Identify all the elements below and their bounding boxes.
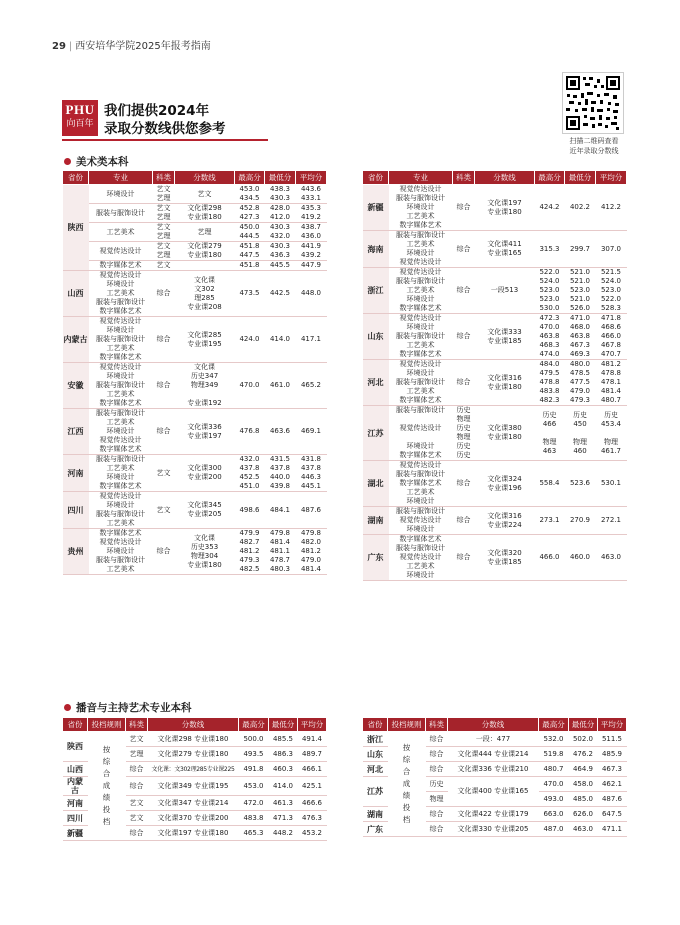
- avg-score-cell: 453.2: [298, 826, 327, 841]
- category-cell: 综合: [453, 185, 475, 231]
- province-cell: 浙江: [363, 268, 389, 314]
- max-score-cell: 465.3: [239, 826, 269, 841]
- max-score-cell: 532.0: [539, 732, 569, 747]
- category-cell: 综合: [453, 535, 475, 581]
- table-row: [363, 461, 627, 507]
- min-score-cell: 414.0: [265, 317, 296, 363]
- max-score-cell: 491.8: [239, 762, 269, 777]
- column-header: 专业: [89, 171, 153, 185]
- table-header-row: [63, 718, 327, 732]
- table-header-row: [363, 718, 627, 732]
- admission-rule-cell: 按 综 合 成 绩 投 档: [88, 732, 126, 841]
- table-row: [63, 732, 327, 747]
- province-cell: 湖南: [363, 807, 388, 822]
- table-row: [63, 529, 327, 575]
- min-score-cell: 299.7: [565, 231, 596, 268]
- max-score-cell: 432.0 437.8 452.5 451.0: [235, 455, 265, 492]
- score-line-cell: 文化课380 专业课180: [475, 406, 535, 461]
- score-line-cell: 文化课300 专业课200: [175, 455, 235, 492]
- category-cell: 综合: [426, 762, 448, 777]
- min-score-cell: 461.0: [265, 363, 296, 409]
- major-cell: 视觉传达设计 环境设计 服装与服饰设计 工艺美术 数字媒体艺术: [389, 360, 453, 406]
- score-line-cell: 文化课444 专业课214: [448, 747, 539, 762]
- score-line-cell: 文化课347 专业课214: [148, 796, 239, 811]
- max-score-cell: 315.3: [535, 231, 565, 268]
- broadcast-table-right: [362, 717, 627, 837]
- major-cell: 服装与服饰设计 工艺美术 环境设计 视觉传达设计 数字媒体艺术: [89, 409, 153, 455]
- table-row: [363, 360, 627, 406]
- table-row: [363, 231, 627, 268]
- min-score-cell: 521.0 521.0 523.0 521.0 526.0: [565, 268, 596, 314]
- avg-score-cell: 441.9 439.2: [296, 242, 327, 261]
- major-cell: 视觉传达设计 服装与服饰设计 数字媒体艺术 工艺美术 环境设计: [389, 461, 453, 507]
- min-score-cell: 460.3: [269, 762, 298, 777]
- score-line-cell: 文化课 历史347 物理349 专业课192: [175, 363, 235, 409]
- min-score-cell: 414.0: [269, 777, 298, 796]
- min-score-cell: 485.5: [269, 732, 298, 747]
- max-score-cell: 493.5: [239, 747, 269, 762]
- table-row: [63, 242, 327, 261]
- score-line-cell: 文化课316 专业课224: [475, 507, 535, 535]
- section-bullet-icon: [64, 704, 71, 711]
- category-cell: 艺文: [126, 732, 148, 747]
- max-score-cell: 424.2: [535, 185, 565, 231]
- province-cell: 广东: [363, 535, 389, 581]
- province-cell: 河南: [63, 455, 89, 492]
- column-header: 平均分: [298, 718, 327, 732]
- table-row: [363, 732, 627, 747]
- category-cell: 综合: [153, 409, 175, 455]
- major-cell: 环境设计: [89, 185, 153, 204]
- province-cell: 内蒙古: [63, 777, 88, 796]
- category-cell: 综合: [126, 826, 148, 841]
- table-row: [63, 363, 327, 409]
- column-header: 平均分: [596, 171, 627, 185]
- category-cell: 艺文: [153, 492, 175, 529]
- admission-rule-cell: 按 综 合 成 绩 投 档: [388, 732, 426, 837]
- table-row: [63, 261, 327, 271]
- min-score-cell: 480.0 478.5 477.5 479.0 479.3: [565, 360, 596, 406]
- avg-score-cell: 530.1: [596, 461, 627, 507]
- max-score-cell: 273.1: [535, 507, 565, 535]
- category-cell: 综合: [153, 363, 175, 409]
- province-cell: 山东: [363, 747, 388, 762]
- province-cell: 四川: [63, 492, 89, 529]
- province-cell: 江苏: [363, 777, 388, 807]
- min-score-cell: 428.0 412.0: [265, 204, 296, 223]
- major-cell: 服装与服饰设计 视觉传达设计 环境设计 数字媒体艺术: [389, 406, 453, 461]
- max-score-cell: 476.8: [235, 409, 265, 455]
- avg-score-cell: 历史 453.4 物理 461.7: [596, 406, 627, 461]
- phu-logo: PHU 向百年: [62, 100, 98, 136]
- table-row: [63, 271, 327, 317]
- art-table-left: [62, 170, 327, 575]
- max-score-cell: 500.0: [239, 732, 269, 747]
- column-header: 省份: [63, 171, 89, 185]
- score-line-cell: 文化课320 专业课185: [475, 535, 535, 581]
- category-cell: 艺文: [153, 261, 175, 271]
- avg-score-cell: 307.0: [596, 231, 627, 268]
- table-row: [363, 406, 627, 461]
- min-score-cell: 461.3: [269, 796, 298, 811]
- min-score-cell: 485.0: [569, 792, 598, 807]
- table-row: [63, 317, 327, 363]
- category-cell: 综合: [153, 317, 175, 363]
- page-title: 我们提供2024年 录取分数线供您参考: [104, 103, 226, 137]
- province-cell: 陕西: [63, 185, 89, 271]
- avg-score-cell: 466.6: [298, 796, 327, 811]
- province-cell: 新疆: [363, 185, 389, 231]
- table-row: [63, 455, 327, 492]
- table-row: [363, 314, 627, 360]
- column-header: 最高分: [539, 718, 569, 732]
- max-score-cell: 493.0: [539, 792, 569, 807]
- avg-score-cell: 485.9: [598, 747, 627, 762]
- min-score-cell: 458.0: [569, 777, 598, 792]
- category-cell: 综合: [153, 529, 175, 575]
- score-line-cell: 文化课324 专业课196: [475, 461, 535, 507]
- min-score-cell: 484.1: [265, 492, 296, 529]
- min-score-cell: 479.8 481.4 481.1 478.7 480.3: [265, 529, 296, 575]
- avg-score-cell: 467.3: [598, 762, 627, 777]
- category-cell: 艺文 艺理: [153, 185, 175, 204]
- avg-score-cell: 481.2 478.8 478.1 481.4 480.7: [596, 360, 627, 406]
- avg-score-cell: 425.1: [298, 777, 327, 796]
- max-score-cell: 480.7: [539, 762, 569, 777]
- province-cell: 海南: [363, 231, 389, 268]
- max-score-cell: 522.0 524.0 523.0 523.0 530.0: [535, 268, 565, 314]
- max-score-cell: 453.0 434.5: [235, 185, 265, 204]
- province-cell: 新疆: [63, 826, 88, 841]
- major-cell: 服装与服饰设计 工艺美术 环境设计 视觉传达设计: [389, 231, 453, 268]
- min-score-cell: 431.5 437.8 440.0 439.8: [265, 455, 296, 492]
- table-row: [63, 223, 327, 242]
- column-header: 最低分: [265, 171, 296, 185]
- province-cell: 河南: [63, 796, 88, 811]
- province-cell: 湖北: [363, 461, 389, 507]
- column-header: 投档规则: [88, 718, 126, 732]
- avg-score-cell: 443.6 433.1: [296, 185, 327, 204]
- page-header: 29 | 西安培华学院2025年报考指南: [52, 41, 211, 52]
- avg-score-cell: 487.6: [598, 792, 627, 807]
- page-number: 29: [52, 41, 66, 52]
- score-line-cell: 文化课349 专业课195: [148, 777, 239, 796]
- category-cell: 综合: [153, 271, 175, 317]
- max-score-cell: 498.6: [235, 492, 265, 529]
- score-line-cell: 一段513: [475, 268, 535, 314]
- column-header: 平均分: [598, 718, 627, 732]
- min-score-cell: 430.3 436.3: [265, 242, 296, 261]
- min-score-cell: 442.5: [265, 271, 296, 317]
- score-line-cell: 文化课333 专业课185: [475, 314, 535, 360]
- avg-score-cell: 438.7 436.0: [296, 223, 327, 242]
- province-cell: 陕西: [63, 732, 88, 762]
- max-score-cell: 473.5: [235, 271, 265, 317]
- table-row: [363, 535, 627, 581]
- table-row: [363, 268, 627, 314]
- major-cell: 工艺美术: [89, 223, 153, 242]
- province-cell: 贵州: [63, 529, 89, 575]
- province-cell: 山西: [63, 271, 89, 317]
- max-score-cell: 历史 466 物理 463: [535, 406, 565, 461]
- column-header: 省份: [363, 171, 389, 185]
- min-score-cell: 626.0: [569, 807, 598, 822]
- min-score-cell: 486.3: [269, 747, 298, 762]
- avg-score-cell: 462.1: [598, 777, 627, 792]
- max-score-cell: 452.8 427.3: [235, 204, 265, 223]
- column-header: 省份: [363, 718, 388, 732]
- major-cell: 数字媒体艺术 视觉传达设计 环境设计 服装与服饰设计 工艺美术: [89, 529, 153, 575]
- avg-score-cell: 479.8 482.0 481.2 479.0 481.4: [296, 529, 327, 575]
- score-line-cell: 文化课：文302理285专业课225: [148, 762, 239, 777]
- category-cell: 综合: [426, 747, 448, 762]
- score-line-cell: 文化课279 专业课180: [175, 242, 235, 261]
- avg-score-cell: 417.1: [296, 317, 327, 363]
- art-section-title: 美术类本科: [64, 154, 129, 169]
- major-cell: 服装与服饰设计 视觉传达设计 环境设计: [389, 507, 453, 535]
- max-score-cell: 663.0: [539, 807, 569, 822]
- major-cell: 视觉传达设计 服装与服饰设计 工艺美术 环境设计 数字媒体艺术: [389, 268, 453, 314]
- score-line-cell: 文化课336 专业课210: [448, 762, 539, 777]
- column-header: 科类: [426, 718, 448, 732]
- avg-score-cell: 489.7: [298, 747, 327, 762]
- score-line-cell: 文化课345 专业课205: [175, 492, 235, 529]
- min-score-cell: 463.6: [265, 409, 296, 455]
- avg-score-cell: 487.6: [296, 492, 327, 529]
- major-cell: 数字媒体艺术: [89, 261, 153, 271]
- min-score-cell: 502.0: [569, 732, 598, 747]
- province-cell: 河北: [363, 360, 389, 406]
- title-underline: [62, 139, 268, 141]
- score-line-cell: [175, 261, 235, 271]
- max-score-cell: 472.0: [239, 796, 269, 811]
- max-score-cell: 484.0 479.5 478.8 483.8 482.3: [535, 360, 565, 406]
- column-header: 最低分: [569, 718, 598, 732]
- category-cell: 历史 物理 历史 物理 历史 历史: [453, 406, 475, 461]
- max-score-cell: 479.9 482.7 481.2 479.3 482.5: [235, 529, 265, 575]
- province-cell: 安徽: [63, 363, 89, 409]
- min-score-cell: 402.2: [565, 185, 596, 231]
- province-cell: 江西: [63, 409, 89, 455]
- score-line-cell: 文化课411 专业课165: [475, 231, 535, 268]
- table-row: [63, 409, 327, 455]
- category-cell: 综合: [426, 732, 448, 747]
- major-cell: 视觉传达设计 服装与服饰设计 环境设计 工艺美术 数字媒体艺术: [389, 185, 453, 231]
- category-cell: 综合: [453, 314, 475, 360]
- max-score-cell: 470.0: [235, 363, 265, 409]
- avg-score-cell: 435.3 419.2: [296, 204, 327, 223]
- category-cell: 艺文: [153, 455, 175, 492]
- max-score-cell: 487.0: [539, 822, 569, 837]
- major-cell: 视觉传达设计 环境设计 服装与服饰设计 工艺美术 数字媒体艺术: [389, 314, 453, 360]
- column-header: 最高分: [239, 718, 269, 732]
- column-header: 投档规则: [388, 718, 426, 732]
- art-table-right: [362, 170, 627, 581]
- category-cell: 艺文: [126, 796, 148, 811]
- score-line-cell: 一段：477: [448, 732, 539, 747]
- score-line-cell: 文化课370 专业课200: [148, 811, 239, 826]
- province-cell: 浙江: [363, 732, 388, 747]
- score-line-cell: 文化课400 专业课165: [448, 777, 539, 807]
- province-cell: 内蒙古: [63, 317, 89, 363]
- major-cell: 视觉传达设计 环境设计 工艺美术 服装与服饰设计 数字媒体艺术: [89, 271, 153, 317]
- max-score-cell: 451.8 447.5: [235, 242, 265, 261]
- avg-score-cell: 431.8 437.8 446.3 445.1: [296, 455, 327, 492]
- avg-score-cell: 412.2: [596, 185, 627, 231]
- province-cell: 山西: [63, 762, 88, 777]
- qr-code[interactable]: [562, 72, 624, 134]
- min-score-cell: 460.0: [565, 535, 596, 581]
- min-score-cell: 448.2: [269, 826, 298, 841]
- broadcast-table-left: [62, 717, 327, 841]
- max-score-cell: 483.8: [239, 811, 269, 826]
- avg-score-cell: 447.9: [296, 261, 327, 271]
- category-cell: 艺文 艺理: [153, 204, 175, 223]
- min-score-cell: 476.2: [569, 747, 598, 762]
- min-score-cell: 464.9: [569, 762, 598, 777]
- max-score-cell: 558.4: [535, 461, 565, 507]
- column-header: 科类: [453, 171, 475, 185]
- avg-score-cell: 647.5: [598, 807, 627, 822]
- major-cell: 视觉传达设计 环境设计 服装与服饰设计 工艺美术 数字媒体艺术: [89, 363, 153, 409]
- province-cell: 四川: [63, 811, 88, 826]
- province-cell: 广东: [363, 822, 388, 837]
- column-header: 最低分: [269, 718, 298, 732]
- column-header: 科类: [153, 171, 175, 185]
- table-row: [363, 507, 627, 535]
- score-line-cell: 文化课336 专业课197: [175, 409, 235, 455]
- score-line-cell: 艺理: [175, 223, 235, 242]
- qr-caption: 扫描二维码查看 近年录取分数线: [569, 137, 619, 155]
- score-line-cell: 文化课298 专业课180: [148, 732, 239, 747]
- min-score-cell: 历史 450 物理 460: [565, 406, 596, 461]
- table-header-row: [363, 171, 627, 185]
- avg-score-cell: 463.0: [596, 535, 627, 581]
- category-cell: 物理: [426, 792, 448, 807]
- avg-score-cell: 471.1: [598, 822, 627, 837]
- column-header: 分数线: [475, 171, 535, 185]
- score-line-cell: 文化课330 专业课205: [448, 822, 539, 837]
- doc-title: 西安培华学院2025年报考指南: [75, 41, 211, 52]
- max-score-cell: 450.0 444.5: [235, 223, 265, 242]
- min-score-cell: 430.3 432.0: [265, 223, 296, 242]
- province-cell: 山东: [363, 314, 389, 360]
- table-header-row: [63, 171, 327, 185]
- category-cell: 艺理: [126, 747, 148, 762]
- category-cell: 艺文: [126, 811, 148, 826]
- category-cell: 综合: [453, 360, 475, 406]
- category-cell: 综合: [453, 231, 475, 268]
- table-row: [63, 492, 327, 529]
- score-line-cell: 文化课279 专业课180: [148, 747, 239, 762]
- category-cell: 艺文 艺理: [153, 242, 175, 261]
- column-header: 平均分: [296, 171, 327, 185]
- table-row: [63, 204, 327, 223]
- max-score-cell: 472.3 470.0 463.8 468.3 474.0: [535, 314, 565, 360]
- score-line-cell: 文化课197 专业课180: [475, 185, 535, 231]
- category-cell: 综合: [453, 461, 475, 507]
- avg-score-cell: 469.1: [296, 409, 327, 455]
- column-header: 最高分: [535, 171, 565, 185]
- major-cell: 视觉传达设计: [89, 242, 153, 261]
- avg-score-cell: 491.4: [298, 732, 327, 747]
- major-cell: 视觉传达设计 环境设计 服装与服饰设计 工艺美术: [89, 492, 153, 529]
- max-score-cell: 453.0: [239, 777, 269, 796]
- column-header: 分数线: [148, 718, 239, 732]
- avg-score-cell: 521.5 524.0 523.0 522.0 528.3: [596, 268, 627, 314]
- table-row: [63, 185, 327, 204]
- major-cell: 数字媒体艺术 服装与服饰设计 视觉传达设计 工艺美术 环境设计: [389, 535, 453, 581]
- min-score-cell: 523.6: [565, 461, 596, 507]
- category-cell: 综合: [453, 268, 475, 314]
- column-header: 最高分: [235, 171, 265, 185]
- score-line-cell: 文化课 历史353 物理304 专业课180: [175, 529, 235, 575]
- column-header: 分数线: [175, 171, 235, 185]
- score-line-cell: 文化课197 专业课180: [148, 826, 239, 841]
- min-score-cell: 445.5: [265, 261, 296, 271]
- column-header: 专业: [389, 171, 453, 185]
- max-score-cell: 519.8: [539, 747, 569, 762]
- category-cell: 艺文 艺理: [153, 223, 175, 242]
- column-header: 分数线: [448, 718, 539, 732]
- category-cell: 综合: [426, 807, 448, 822]
- table-row: [363, 185, 627, 231]
- major-cell: 服装与服饰设计: [89, 204, 153, 223]
- avg-score-cell: 466.1: [298, 762, 327, 777]
- category-cell: 综合: [126, 777, 148, 796]
- avg-score-cell: 272.1: [596, 507, 627, 535]
- province-cell: 江苏: [363, 406, 389, 461]
- avg-score-cell: 465.2: [296, 363, 327, 409]
- max-score-cell: 424.0: [235, 317, 265, 363]
- major-cell: 服装与服饰设计 工艺美术 环境设计 数字媒体艺术: [89, 455, 153, 492]
- column-header: 最低分: [565, 171, 596, 185]
- section-bullet-icon: [64, 158, 71, 165]
- score-line-cell: 文化课298 专业课180: [175, 204, 235, 223]
- min-score-cell: 270.9: [565, 507, 596, 535]
- avg-score-cell: 511.5: [598, 732, 627, 747]
- column-header: 省份: [63, 718, 88, 732]
- min-score-cell: 438.3 430.3: [265, 185, 296, 204]
- category-cell: 综合: [126, 762, 148, 777]
- min-score-cell: 471.0 468.0 463.8 467.3 469.3: [565, 314, 596, 360]
- province-cell: 河北: [363, 762, 388, 777]
- category-cell: 历史: [426, 777, 448, 792]
- avg-score-cell: 471.8 468.6 466.0 467.8 470.7: [596, 314, 627, 360]
- max-score-cell: 470.0: [539, 777, 569, 792]
- min-score-cell: 471.3: [269, 811, 298, 826]
- province-cell: 湖南: [363, 507, 389, 535]
- score-line-cell: 文化课285 专业课195: [175, 317, 235, 363]
- category-cell: 综合: [426, 822, 448, 837]
- score-line-cell: 艺文: [175, 185, 235, 204]
- score-line-cell: 文化课316 专业课180: [475, 360, 535, 406]
- score-line-cell: 文化课422 专业课179: [448, 807, 539, 822]
- column-header: 科类: [126, 718, 148, 732]
- avg-score-cell: 448.0: [296, 271, 327, 317]
- broadcast-section-title: 播音与主持艺术专业本科: [64, 700, 192, 715]
- max-score-cell: 451.8: [235, 261, 265, 271]
- score-line-cell: 文化课 文302 理285 专业课208: [175, 271, 235, 317]
- major-cell: 视觉传达设计 环境设计 服装与服饰设计 工艺美术 数字媒体艺术: [89, 317, 153, 363]
- max-score-cell: 466.0: [535, 535, 565, 581]
- avg-score-cell: 476.3: [298, 811, 327, 826]
- category-cell: 综合: [453, 507, 475, 535]
- min-score-cell: 463.0: [569, 822, 598, 837]
